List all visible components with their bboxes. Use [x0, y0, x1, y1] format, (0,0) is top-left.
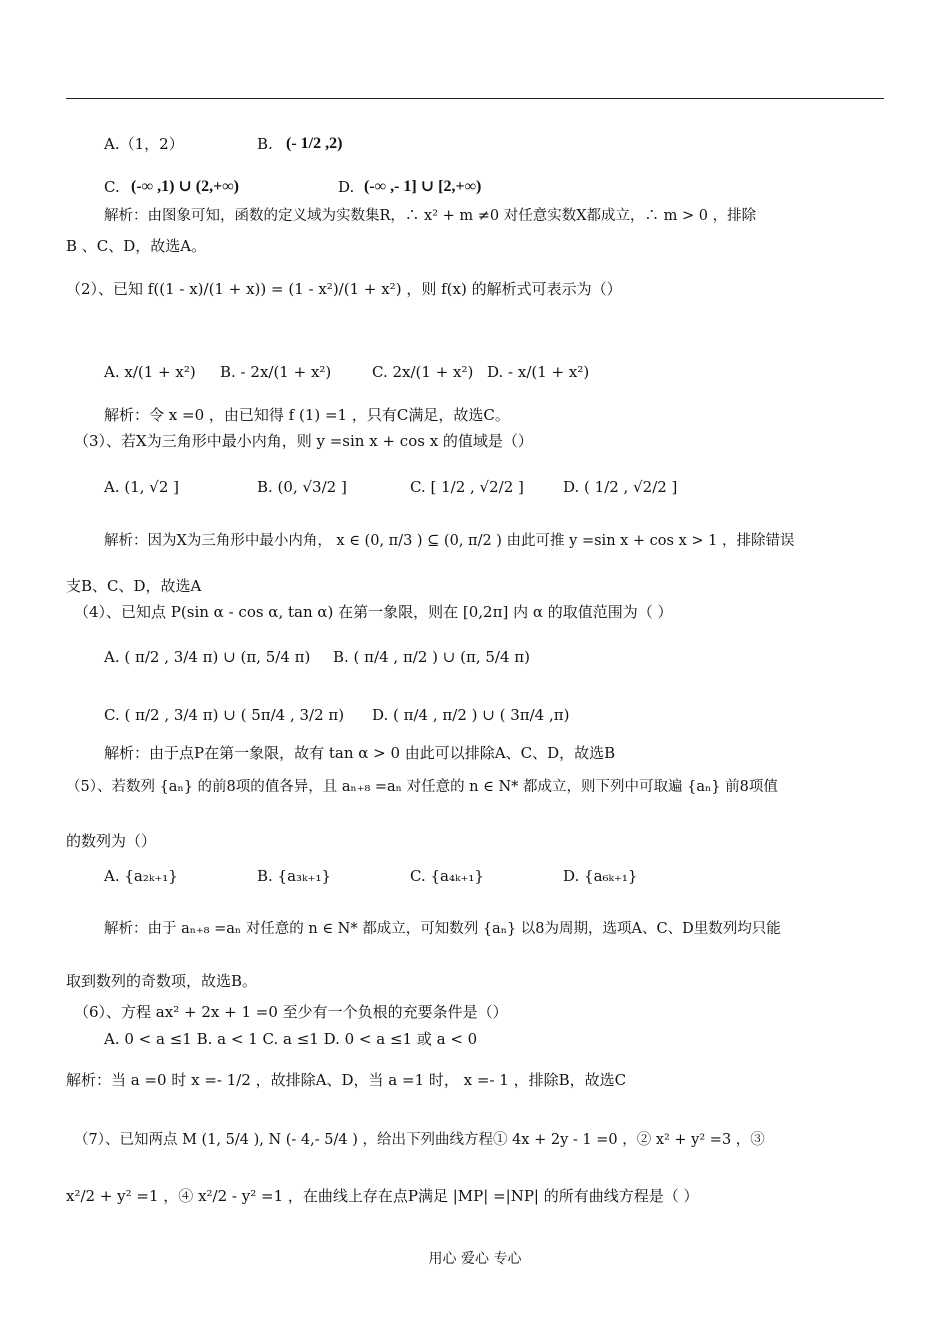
- q1-option-c: (-∞ ,1) ∪ (2,+∞): [131, 178, 239, 195]
- q2-option-c: C. 2x/(1 + x²): [372, 363, 474, 381]
- q1-option-b: (- 1/2 ,2): [286, 135, 343, 152]
- q6-analysis: 解析：当 a =0 时 x =- 1/2 ，故排除A、D，当 a =1 时， x =- 1 ，排除B，故选C: [66, 1071, 627, 1089]
- q1-option-d-label: D.: [338, 178, 355, 196]
- q3-option-a: A. (1, √2 ]: [104, 478, 180, 496]
- q6-stem: （6）、方程 ax² + 2x + 1 =0 至少有一个负根的充要条件是（）: [74, 1003, 508, 1021]
- q5-option-b: B. {a₃ₖ₊₁}: [257, 867, 332, 885]
- q5-stem-line-1: （5）、若数列 {aₙ} 的前8项的值各异，且 aₙ₊₈ =aₙ 对任意的 n ∈ N* 都成立，则下列中可取遍 {aₙ} 前8项值: [66, 779, 778, 795]
- q3-analysis-line-1: 解析：因为X为三角形中最小内角， x ∈ (0, π/3 ) ⊆ (0, π/2 ) 由此可推 y =sin x + cos x > 1 ，排除错误: [104, 533, 795, 549]
- q1-analysis-line-1: 解析：由图象可知，函数的定义域为实数集R，∴ x² + m ≠0 对任意实数X都成立，∴ m > 0 ，排除: [104, 208, 757, 224]
- q4-stem: （4）、已知点 P(sin α - cos α, tan α) 在第一象限，则在 [0,2π] 内 α 的取值范围为（ ）: [74, 603, 673, 621]
- q2-analysis: 解析：令 x =0 ，由已知得 f (1) =1 ，只有C满足，故选C。: [104, 406, 510, 424]
- q1-option-d: (-∞ ,- 1] ∪ [2,+∞): [364, 178, 482, 195]
- q2-option-d: D. - x/(1 + x²): [487, 363, 590, 381]
- q1-analysis-line-2: B 、C、D，故选A。: [66, 237, 207, 255]
- header-rule: [66, 98, 884, 99]
- q1-option-a: A.（1，2）: [104, 135, 184, 153]
- q5-option-a: A. {a₂ₖ₊₁}: [104, 867, 178, 885]
- q3-stem: （3）、若X为三角形中最小内角，则 y =sin x + cos x 的值域是（）: [74, 432, 533, 450]
- q5-analysis-line-2: 取到数列的奇数项，故选B。: [66, 972, 258, 990]
- q6-options: A. 0 < a ≤1 B. a < 1 C. a ≤1 D. 0 < a ≤1 或 a < 0: [104, 1030, 478, 1048]
- q5-analysis-line-1: 解析：由于 aₙ₊₈ =aₙ 对任意的 n ∈ N* 都成立，可知数列 {aₙ} 以8为周期，选项A、C、D里数列均只能: [104, 921, 781, 937]
- page-footer: 用心 爱心 专心: [428, 1251, 522, 1267]
- q3-option-b: B. (0, √3/2 ]: [257, 478, 347, 496]
- q1-option-b-label: B.: [257, 135, 273, 153]
- q4-analysis: 解析：由于点P在第一象限，故有 tan α > 0 由此可以排除A、C、D，故选B: [104, 744, 616, 762]
- q5-option-d: D. {a₆ₖ₊₁}: [563, 867, 638, 885]
- q2-stem: （2）、已知 f((1 - x)/(1 + x)) = (1 - x²)/(1 + x²) ，则 f(x) 的解析式可表示为（）: [66, 280, 622, 298]
- q4-option-b: B. ( π/4 , π/2 ) ∪ (π, 5/4 π): [333, 648, 530, 666]
- q5-stem-line-2: 的数列为（）: [66, 832, 157, 850]
- q3-option-d: D. ( 1/2 , √2/2 ]: [563, 478, 678, 496]
- q3-option-c: C. [ 1/2 , √2/2 ]: [410, 478, 524, 496]
- q3-analysis-line-2: 支B、C、D，故选A: [66, 577, 202, 595]
- q4-option-c: C. ( π/2 , 3/4 π) ∪ ( 5π/4 , 3/2 π): [104, 706, 345, 724]
- q2-option-a: A. x/(1 + x²): [104, 363, 196, 381]
- q2-option-b: B. - 2x/(1 + x²): [220, 363, 332, 381]
- q5-option-c: C. {a₄ₖ₊₁}: [410, 867, 484, 885]
- q4-option-d: D. ( π/4 , π/2 ) ∪ ( 3π/4 ,π): [372, 706, 570, 724]
- q1-option-c-label: C.: [104, 178, 120, 196]
- q7-stem-line-1: （7）、已知两点 M (1, 5/4 ), N (- 4,- 5/4 ) ，给出下列曲线方程① 4x + 2y - 1 =0 ，② x² + y² =3 ，③: [74, 1132, 765, 1148]
- q7-stem-line-2: x²/2 + y² =1 ，④ x²/2 - y² =1 ，在曲线上存在点P满足 |MP| =|NP| 的所有曲线方程是（ ）: [66, 1187, 699, 1205]
- q4-option-a: A. ( π/2 , 3/4 π) ∪ (π, 5/4 π): [104, 648, 311, 666]
